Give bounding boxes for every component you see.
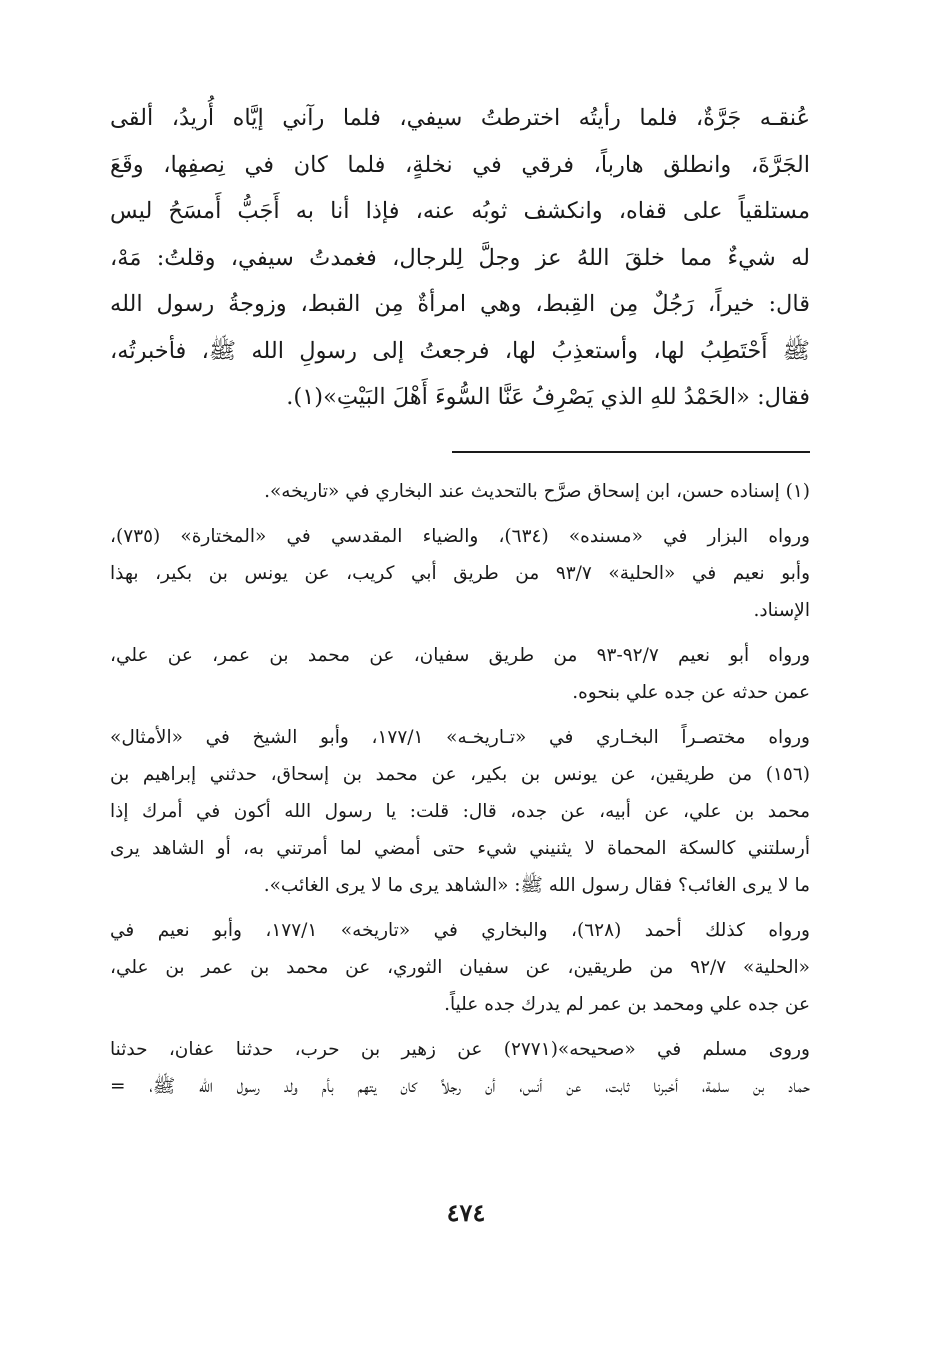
footnote-line: وروى مسلم في «صحيحه»(٢٧٧١) عن زهير بن حرب، حدثنا عفان، حدثنا: [110, 1038, 810, 1060]
footnotes: [110, 473, 810, 1105]
footnote-line: وأبو نعيم في «الحلية» ٩٣/٧ من طريق أبي كريب، عن يونس بن بكير، بهذا: [110, 562, 811, 584]
footnote-paragraph: [110, 637, 810, 711]
footnote-line: (١٥٦) من طريقين، عن يونس بن بكير، عن محمد بن إسحاق، حدثني إبراهيم بن: [110, 763, 810, 785]
footnote-line: أرسلتني كالسكة المحماة لا يثنيني شيء حتى أمضي لما أمرتني به، أو الشاهد يرى: [110, 837, 810, 859]
footnote-paragraph: [110, 473, 810, 510]
footnote-separator: [110, 451, 810, 453]
footnote-line: حماد بن سلمة، أخبرنا ثابت، عن أنس، أن رجلاً كان يتهم بأم ولد رسول الله ﷺ، =: [110, 1075, 810, 1097]
footnote-paragraph: [110, 912, 810, 1023]
page-number: ٤٧٤: [446, 1198, 486, 1227]
footnote-line: (١) إسناده حسن، ابن إسحاق صرَّح بالتحديث عند البخاري في «تاريخه».: [264, 480, 810, 502]
footnote-line: ورواه أبو نعيم ٩٢/٧-٩٣ من طريق سفيان، عن محمد بن عمر، عن علي،: [110, 644, 811, 666]
footnote-line: ورواه البزار في «مسنده» (٦٣٤)، والضياء المقدسي في «المختارة» (٧٣٥)،: [110, 525, 810, 547]
book-page: [110, 95, 810, 1113]
footnote-line: عن جده علي ومحمد بن عمر لم يدرك جده علياً.: [444, 993, 810, 1015]
body-line: مستلقياً على قفاه، وانكشف ثوبُه عنه، فإذا أنا به أَجَبُّ أَمسَحُ ليس: [110, 198, 810, 224]
footnote-line: الإسناد.: [753, 599, 810, 621]
main-body-text: [110, 95, 810, 421]
footnote-paragraph: [110, 518, 810, 629]
body-line: قال: خيراً، رَجُلٌ مِن القِبط، وهي امرأةٌ مِن القبط، وزوجةُ رسول الله: [110, 291, 810, 317]
separator-rule: [452, 451, 810, 453]
footnote-line: «الحلية» ٩٢/٧ من طريقين، عن سفيان الثوري، عن محمد بن عمر بن علي،: [110, 956, 810, 978]
footnote-line: محمد بن علي، عن أبيه، عن جده، قال: قلت: يا رسول الله أكون في أمرك إذا: [110, 800, 810, 822]
footnote-line: ورواه كذلك أحمد (٦٢٨)، والبخاري في «تاريخه» ١٧٧/١، وأبو نعيم في: [110, 919, 810, 941]
body-line: الجَرَّةَ، وانطلق هارباً، فرقي في نخلةٍ، فلما كان في نِصفِها، وقَعَ: [110, 151, 810, 178]
footnote-line: عمن حدثه عن جده علي بنحوه.: [572, 681, 810, 703]
body-line: ﷺ أَحْتَطِبُ لها، وأستعذِبُ لها، فرجعتُ إلى رسولِ الله ﷺ، فأخبرتُه،: [110, 337, 810, 364]
footnote-line: ما لا يرى الغائب؟ فقال رسول الله ﷺ: «الشاهد يرى ما لا يرى الغائب».: [263, 874, 810, 896]
body-line: عُنقـه جَرَّةٌ، فلما رأيتُه اخترطتُ سيفي، فلما رآني إيَّاه أُريدُ، ألقى: [110, 105, 810, 131]
footnote-paragraph: [110, 719, 810, 904]
footnote-line: ورواه مختصـراً البخـاري في «تـاريخـه» ١٧٧/١، وأبو الشيخ في «الأمثال»: [110, 726, 810, 748]
body-line: فقال: «الحَمْدُ للهِ الذي يَصْرِفُ عَنَّا السُّوءَ أَهْلَ البَيْتِ»(١).: [286, 384, 810, 410]
body-line: له شيءٌ مما خلقَ اللهُ عز وجلَّ لِلرجال، فغمدتُ سيفي، وقلتُ: مَهْ،: [110, 244, 810, 271]
footnote-paragraph: [110, 1031, 810, 1105]
